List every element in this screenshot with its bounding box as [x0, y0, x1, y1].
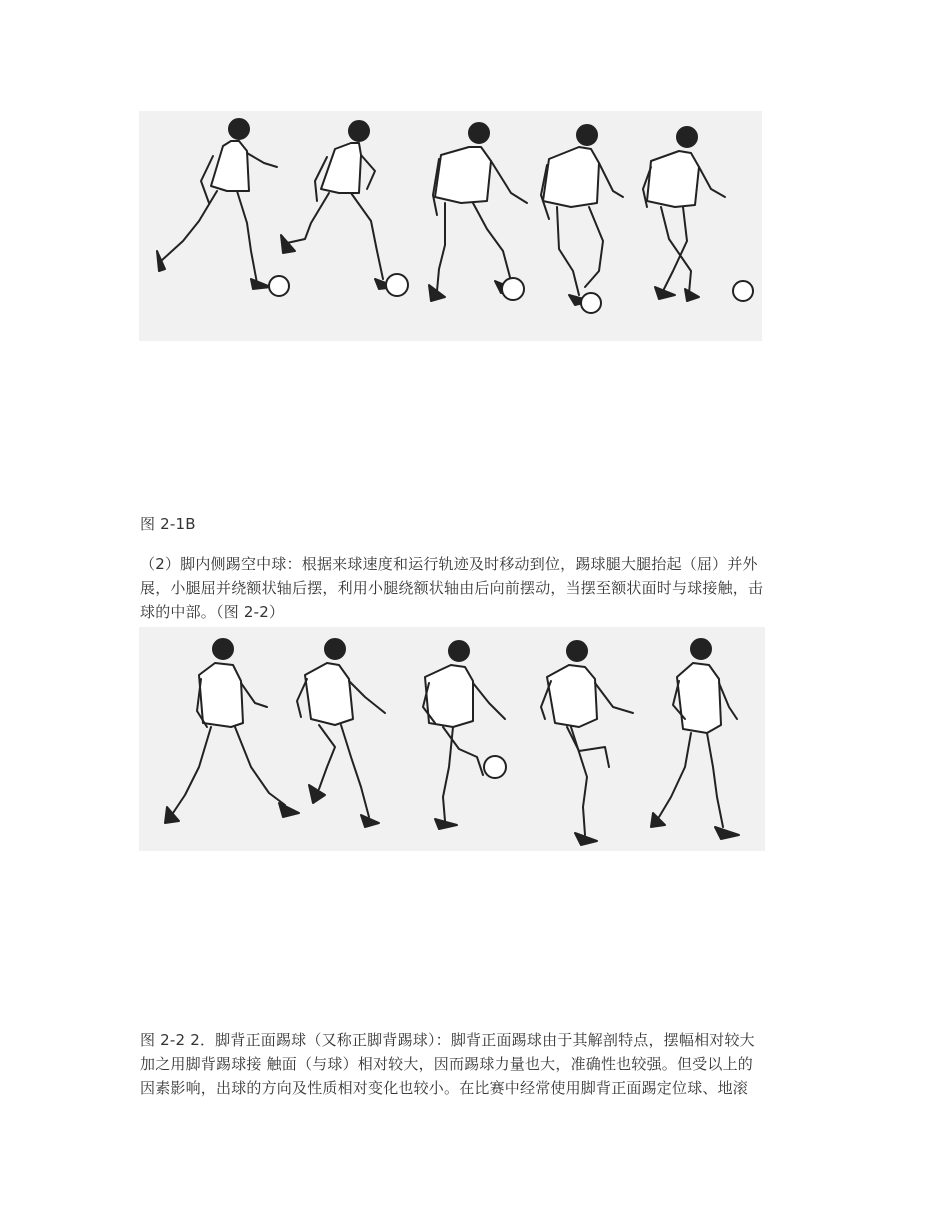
paragraph-instep-kick	[140, 1028, 815, 1100]
player-figure	[541, 641, 633, 845]
player-figure	[423, 641, 505, 829]
paragraph-line: 加之用脚背踢球接 触面（与球）相对较大，因而踢球力量也大，准确性也较强。但受以上的	[140, 1055, 753, 1073]
player-figure	[157, 119, 277, 289]
paragraph-line: 因素影响，出球的方向及性质相对变化也较小。在比赛中经常使用脚背正面踢定位球、地滚	[140, 1079, 749, 1097]
kicking-sequence-drawing-2	[139, 627, 765, 851]
player-figure	[541, 125, 623, 305]
soccer-ball	[484, 756, 506, 778]
player-figure	[165, 639, 299, 823]
soccer-ball	[733, 281, 753, 301]
paragraph-line: （2）脚内侧踢空中球：根据来球速度和运行轨迹及时移动到位，踢球腿大腿抬起（屈）并外	[140, 555, 758, 573]
player-figure	[643, 127, 725, 301]
soccer-ball	[386, 274, 408, 296]
kicking-sequence-drawing-1	[139, 111, 762, 341]
paragraph-line: 展，小腿屈并绕额状轴后摆，利用小腿绕额状轴由后向前摆动，当摆至额状面时与球接触，击	[140, 579, 764, 597]
figure-2-2-illustration	[139, 627, 765, 851]
player-figure	[297, 639, 385, 827]
soccer-ball	[269, 276, 289, 296]
figure-caption: 图 2-1B	[140, 515, 196, 533]
figure-2-1b-illustration	[139, 111, 762, 341]
soccer-ball	[502, 278, 524, 300]
player-figure	[281, 121, 397, 289]
paragraph-line: 图 2-2 2．脚背正面踢球（又称正脚背踢球）：脚背正面踢球由于其解剖特点，摆幅相对较大	[140, 1031, 755, 1049]
player-figure	[651, 639, 739, 839]
paragraph-inside-foot-volley	[140, 552, 815, 624]
paragraph-line: 球的中部。（图 2-2）	[140, 603, 285, 621]
player-figure	[429, 123, 527, 301]
soccer-ball	[581, 293, 601, 313]
